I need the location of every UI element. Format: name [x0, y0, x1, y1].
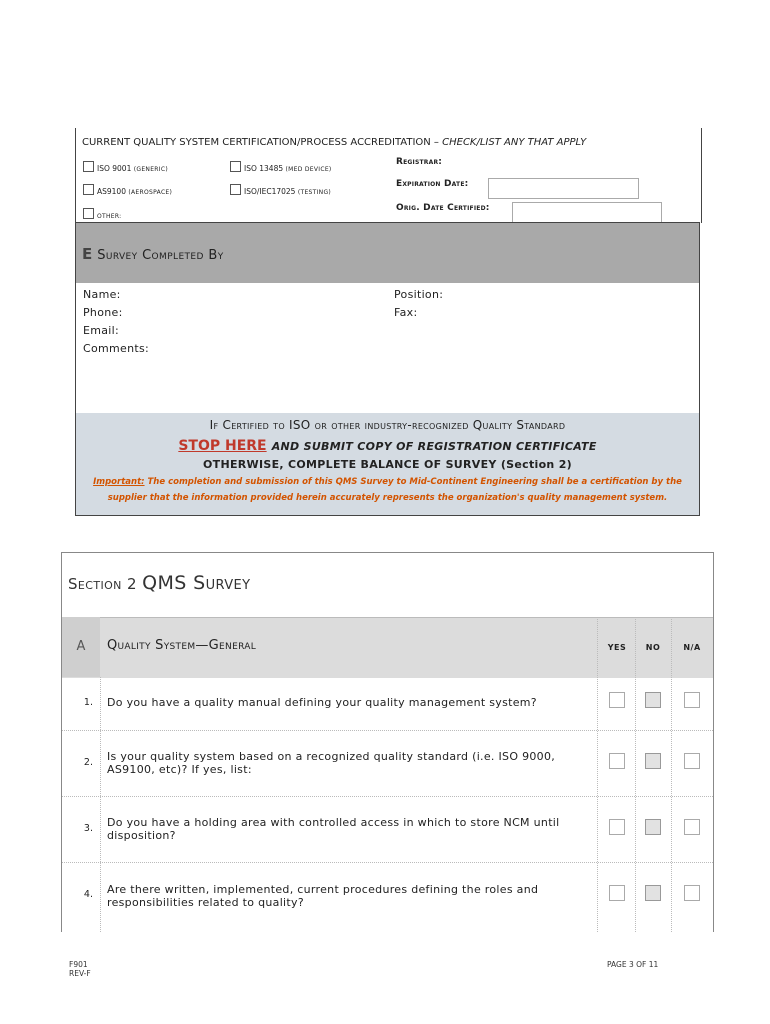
otherwise-line: OTHERWISE, COMPLETE BALANCE OF SURVEY (Section 2)	[203, 458, 572, 471]
iso13485-option[interactable]	[230, 161, 332, 173]
notice-stop-line	[76, 435, 699, 454]
question-1-na-checkbox[interactable]	[684, 692, 700, 708]
iso9001-note: (GENERIC)	[133, 166, 168, 173]
survey-title-text: Survey Completed By	[97, 248, 224, 263]
question-2-na-checkbox[interactable]	[684, 753, 700, 769]
question-1-no-checkbox[interactable]	[645, 692, 661, 708]
question-4-no-checkbox[interactable]	[645, 885, 661, 901]
iso13485-label: ISO 13485	[244, 164, 284, 173]
section2-box	[61, 552, 714, 932]
survey-letter: E	[82, 245, 93, 263]
row-divider	[62, 730, 713, 731]
other-option[interactable]	[83, 208, 122, 220]
question-3-text	[107, 816, 577, 842]
as9100-note: (AEROSPACE)	[128, 189, 173, 196]
orig-date-label: Orig. Date Certified:	[396, 203, 490, 213]
section2-prefix: Section 2	[68, 575, 137, 593]
certification-heading	[82, 137, 586, 148]
email-label: Email:	[83, 324, 120, 337]
column-na: N/A	[683, 643, 701, 652]
important-text-1: The completion and submission of this QMS Survey to Mid-Continent Engineering shall be a certification by the	[147, 477, 682, 487]
iso17025-label: ISO/IEC17025	[244, 187, 296, 196]
number-column-divider	[100, 677, 101, 932]
stop-here-text: STOP HERE	[178, 438, 267, 454]
section2-title	[68, 572, 251, 594]
comments-label: Comments:	[83, 342, 150, 355]
iso13485-note: (MED DEVICE)	[285, 166, 332, 173]
group-a-letter: A	[62, 617, 100, 677]
question-2-no-checkbox[interactable]	[645, 753, 661, 769]
certification-heading-main: CURRENT QUALITY SYSTEM CERTIFICATION/PROCESS ACCREDITATION –	[82, 137, 439, 148]
registrar-label: Registrar:	[396, 157, 443, 167]
section2-main-title: QMS Survey	[142, 572, 251, 594]
expiration-date-label: Expiration Date:	[396, 179, 469, 189]
column-no: NO	[645, 643, 661, 652]
iso9001-option[interactable]	[83, 161, 168, 173]
notice-line-1: If Certified to ISO or other industry-recognized Quality Standard	[209, 418, 566, 432]
survey-title	[82, 245, 224, 263]
important-label: Important:	[93, 477, 145, 487]
fax-label: Fax:	[394, 306, 418, 319]
question-2-number: 2.	[83, 757, 93, 768]
other-checkbox[interactable]	[83, 208, 94, 219]
yes-column-divider	[597, 617, 598, 932]
row-divider	[62, 796, 713, 797]
question-2-yes-checkbox[interactable]	[609, 753, 625, 769]
question-4-line-1: Are there written, implemented, current procedures defining the roles and	[107, 883, 539, 896]
name-label: Name:	[83, 288, 121, 301]
expiration-date-field[interactable]	[488, 178, 639, 199]
important-line-2: supplier that the information provided herein accurately represents the organization's quality management system.	[107, 493, 668, 503]
question-2-text	[107, 750, 577, 776]
question-3-line-1: Do you have a holding area with controlled access in which to store NCM until	[107, 816, 560, 829]
phone-label: Phone:	[83, 306, 123, 319]
question-4-na-checkbox[interactable]	[684, 885, 700, 901]
certification-heading-instruction: CHECK/LIST ANY THAT APPLY	[442, 137, 587, 148]
na-column-divider	[671, 617, 672, 932]
question-3-na-checkbox[interactable]	[684, 819, 700, 835]
row-divider	[62, 862, 713, 863]
question-3-line-2: disposition?	[107, 829, 176, 842]
important-line-1	[76, 477, 699, 487]
group-a-title: Quality System—General	[107, 638, 257, 653]
form-revision: REV-F	[69, 969, 91, 978]
question-4-yes-checkbox[interactable]	[609, 885, 625, 901]
no-column-divider	[635, 617, 636, 932]
question-1-text	[107, 696, 577, 709]
question-3-number: 3.	[83, 823, 93, 834]
as9100-option[interactable]	[83, 184, 172, 196]
iso17025-checkbox[interactable]	[230, 184, 241, 195]
position-label: Position:	[394, 288, 444, 301]
question-1-yes-checkbox[interactable]	[609, 692, 625, 708]
form-id: F901	[69, 960, 88, 969]
question-2-line-1: Is your quality system based on a recognized quality standard (i.e. ISO 9000,	[107, 750, 556, 763]
question-2-line-2: AS9100, etc)? If yes, list:	[107, 763, 252, 776]
question-3-yes-checkbox[interactable]	[609, 819, 625, 835]
page-number: PAGE 3 OF 11	[607, 960, 659, 969]
question-4-text	[107, 883, 577, 909]
submit-copy-text: AND SUBMIT COPY OF REGISTRATION CERTIFICATE	[271, 440, 597, 453]
iso13485-checkbox[interactable]	[230, 161, 241, 172]
question-4-line-2: responsibilities related to quality?	[107, 896, 304, 909]
question-1-number: 1.	[83, 697, 93, 708]
iso17025-note: (TESTING)	[297, 189, 332, 196]
as9100-checkbox[interactable]	[83, 184, 94, 195]
question-4-number: 4.	[83, 889, 93, 900]
question-1-line-1: Do you have a quality manual defining your quality management system?	[107, 696, 537, 709]
question-3-no-checkbox[interactable]	[645, 819, 661, 835]
iso9001-label: ISO 9001	[97, 164, 132, 173]
as9100-label: AS9100	[97, 187, 126, 196]
column-yes: YES	[607, 643, 627, 652]
iso17025-option[interactable]	[230, 184, 331, 196]
iso9001-checkbox[interactable]	[83, 161, 94, 172]
other-label: OTHER:	[97, 213, 122, 220]
orig-date-field[interactable]	[512, 202, 662, 223]
